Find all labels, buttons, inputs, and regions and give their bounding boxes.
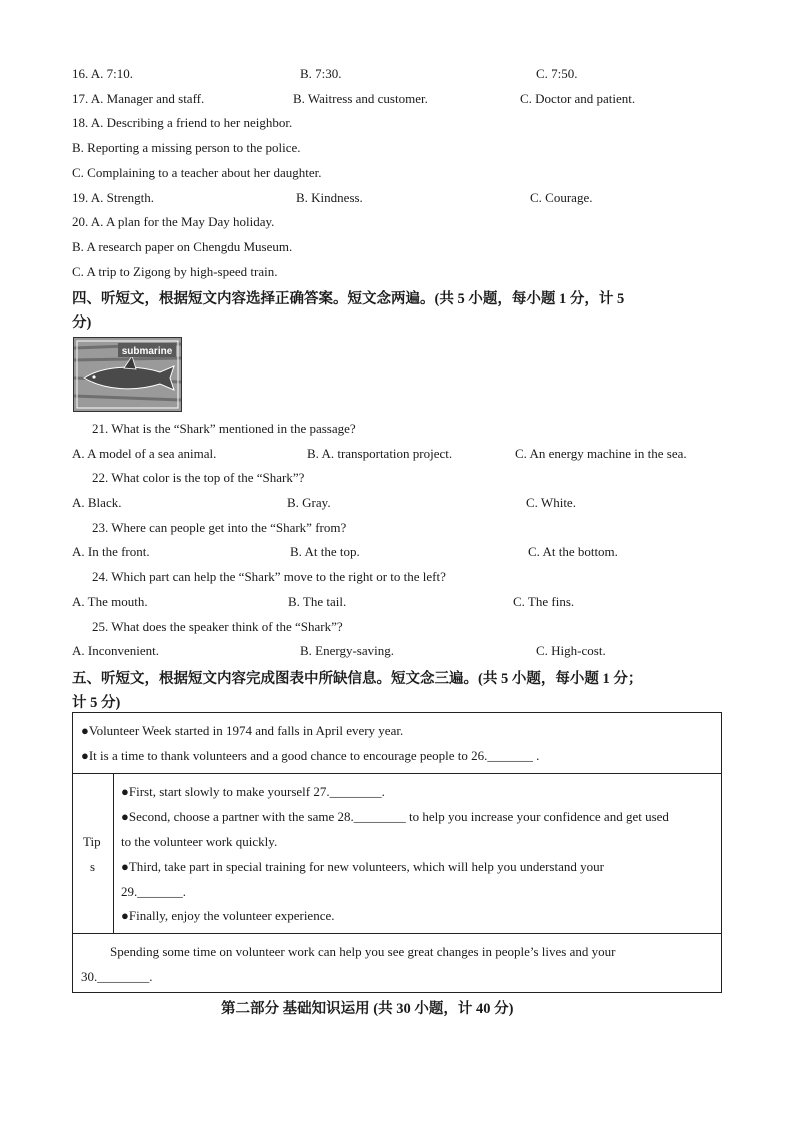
tips-label: Tip — [83, 834, 101, 849]
table-row1-line2: ●It is a time to thank volunteers and a good chance to encourage people to 26._______ . — [81, 748, 540, 763]
q22-stem: 22. What color is the top of the “Shark”? — [92, 470, 305, 485]
q22-option-a: A. Black. — [72, 495, 122, 510]
q16-option-a: 16. A. 7:10. — [72, 66, 134, 81]
part2-heading: 第二部分 基础知识运用 (共 30 小题，计 40 分) — [221, 1001, 514, 1017]
q17-option-c: C. Doctor and patient. — [520, 91, 636, 106]
q21-stem: 21. What is the “Shark” mentioned in the passage? — [92, 421, 356, 436]
q16-option-b: B. 7:30. — [300, 66, 342, 81]
table-divider — [73, 933, 721, 934]
q25-option-b: B. Energy-saving. — [300, 643, 394, 658]
table-row1-line1: ●Volunteer Week started in 1974 and falls in April every year. — [81, 723, 404, 738]
section5-heading-cont: 计 5 分) — [72, 695, 121, 711]
q25-stem: 25. What does the speaker think of the “Shark”? — [92, 619, 343, 634]
q20-option-a: 20. A. A plan for the May Day holiday. — [72, 214, 275, 229]
q20-option-c: C. A trip to Zigong by high-speed train. — [72, 264, 278, 279]
q18-option-c: C. Complaining to a teacher about her daughter. — [72, 165, 322, 180]
section4-heading-cont: 分) — [72, 315, 92, 331]
q18-option-b: B. Reporting a missing person to the police. — [72, 140, 301, 155]
tips-label-cont: s — [90, 859, 96, 874]
q19-option-c: C. Courage. — [530, 190, 593, 205]
table-divider — [73, 773, 721, 774]
q21-option-a: A. A model of a sea animal. — [72, 446, 217, 461]
q23-option-a: A. In the front. — [72, 544, 150, 559]
q22-option-b: B. Gray. — [287, 495, 331, 510]
q25-option-a: A. Inconvenient. — [72, 643, 160, 658]
q24-option-a: A. The mouth. — [72, 594, 148, 609]
table-row3-line1: Spending some time on volunteer work can help you see great changes in people’s lives and your — [110, 944, 616, 959]
tip-second: ●Second, choose a partner with the same 28.________ to help you increase your confidence and get used — [121, 809, 669, 824]
table-divider — [113, 773, 114, 933]
tip-second-cont: to the volunteer work quickly. — [121, 834, 278, 849]
q25-option-c: C. High-cost. — [536, 643, 606, 658]
table-row3-line2: 30.________. — [81, 969, 153, 984]
q20-option-b: B. A research paper on Chengdu Museum. — [72, 239, 293, 254]
q24-stem: 24. Which part can help the “Shark” move to the right or to the left? — [92, 569, 446, 584]
q23-option-b: B. At the top. — [290, 544, 360, 559]
tip-first: ●First, start slowly to make yourself 27.________. — [121, 784, 385, 799]
volunteer-week-table — [72, 712, 722, 993]
q19-option-a: 19. A. Strength. — [72, 190, 154, 205]
q21-option-b: B. A. transportation project. — [307, 446, 453, 461]
shark-illustration — [74, 338, 181, 411]
q22-option-c: C. White. — [526, 495, 576, 510]
tip-finally: ●Finally, enjoy the volunteer experience. — [121, 908, 335, 923]
section4-heading: 四、听短文，根据短文内容选择正确答案。短文念两遍。(共 5 小题，每小题 1 分，计 5 — [72, 291, 625, 307]
q17-option-b: B. Waitress and customer. — [293, 91, 428, 106]
q24-option-c: C. The fins. — [513, 594, 575, 609]
q21-option-c: C. An energy machine in the sea. — [515, 446, 687, 461]
submarine-shark-image — [73, 337, 182, 412]
q19-option-b: B. Kindness. — [296, 190, 363, 205]
q18-option-a: 18. A. Describing a friend to her neighbor. — [72, 115, 293, 130]
tip-third-cont: 29._______. — [121, 884, 186, 899]
q24-option-b: B. The tail. — [288, 594, 347, 609]
q23-stem: 23. Where can people get into the “Shark” from? — [92, 520, 347, 535]
q16-option-c: C. 7:50. — [536, 66, 578, 81]
section5-heading: 五、听短文，根据短文内容完成图表中所缺信息。短文念三遍。(共 5 小题，每小题 1 分； — [72, 671, 643, 687]
tip-third: ●Third, take part in special training for new volunteers, which will help you understand your — [121, 859, 604, 874]
submarine-label: submarine — [121, 346, 173, 357]
q23-option-c: C. At the bottom. — [528, 544, 618, 559]
q17-option-a: 17. A. Manager and staff. — [72, 91, 205, 106]
